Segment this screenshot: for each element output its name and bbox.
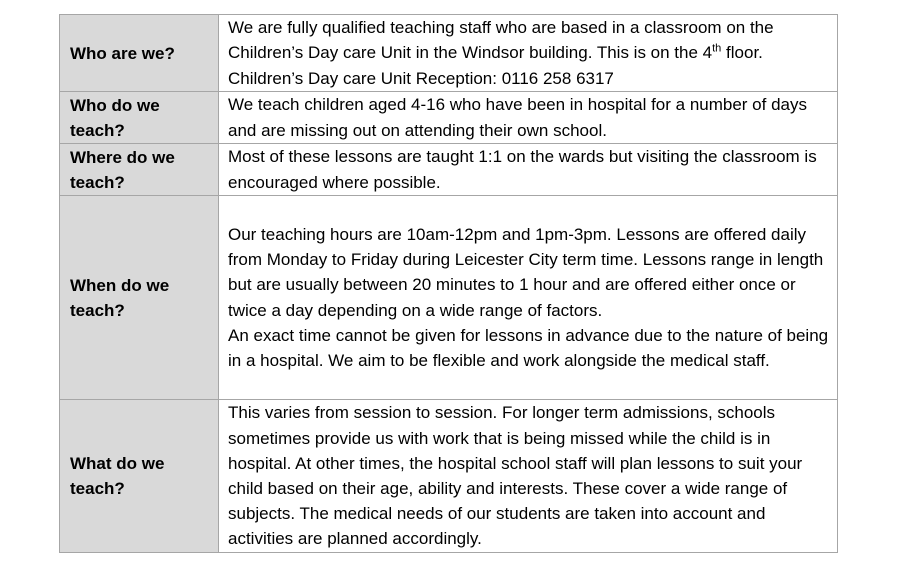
answer-cell bbox=[219, 92, 838, 144]
question-cell: Who do we teach? bbox=[60, 92, 219, 144]
answer-text: We are fully qualified teaching staff who are based in a classroom on the Children’s Day care Unit in the Windsor building. This is on the 4 bbox=[228, 18, 774, 63]
question-cell: Where do we teach? bbox=[60, 144, 219, 196]
question-cell: What do we teach? bbox=[60, 400, 219, 553]
table-row bbox=[60, 144, 838, 196]
answer-paragraph: Most of these lessons are taught 1:1 on the wards but visiting the classroom is encouraged where possible. bbox=[228, 147, 817, 192]
info-table bbox=[59, 14, 838, 553]
answer-cell bbox=[219, 15, 838, 92]
answer-cell bbox=[219, 196, 838, 400]
answer-paragraph: An exact time cannot be given for lessons in advance due to the nature of being in a hospital. We aim to be flexible and work alongside the medical staff. bbox=[228, 325, 829, 370]
question-cell: Who are we? bbox=[60, 15, 219, 92]
answer-paragraph: We teach children aged 4-16 who have been in hospital for a number of days and are missing out on attending their own school. bbox=[228, 95, 807, 140]
answer-cell bbox=[219, 144, 838, 196]
table-row bbox=[60, 196, 838, 400]
answer-paragraph bbox=[228, 15, 831, 91]
table-row bbox=[60, 400, 838, 553]
answer-text: floor. Children’s Day care Unit Reception: 0116 258 6317 bbox=[228, 43, 763, 88]
table-row bbox=[60, 15, 838, 92]
table-row bbox=[60, 92, 838, 144]
answer-cell bbox=[219, 400, 838, 553]
question-cell: When do we teach? bbox=[60, 196, 219, 400]
ordinal-suffix: th bbox=[712, 42, 722, 55]
answer-paragraph: Our teaching hours are 10am-12pm and 1pm-3pm. Lessons are offered daily from Monday to Friday during Leicester City term time. Lessons range in length but are usually between 20 minutes to 1 hour and are offered either once or twice a day depending on a wide range of factors. bbox=[228, 224, 824, 320]
answer-paragraph: This varies from session to session. For longer term admissions, schools sometimes provide us with work that is being missed while the child is in hospital. At other times, the hospital school staff will plan lessons to suit your child based on their age, ability and interests. These cover a wide range of subjects. The medical needs of our students are taken into account and activities are planned accordingly. bbox=[228, 403, 803, 549]
